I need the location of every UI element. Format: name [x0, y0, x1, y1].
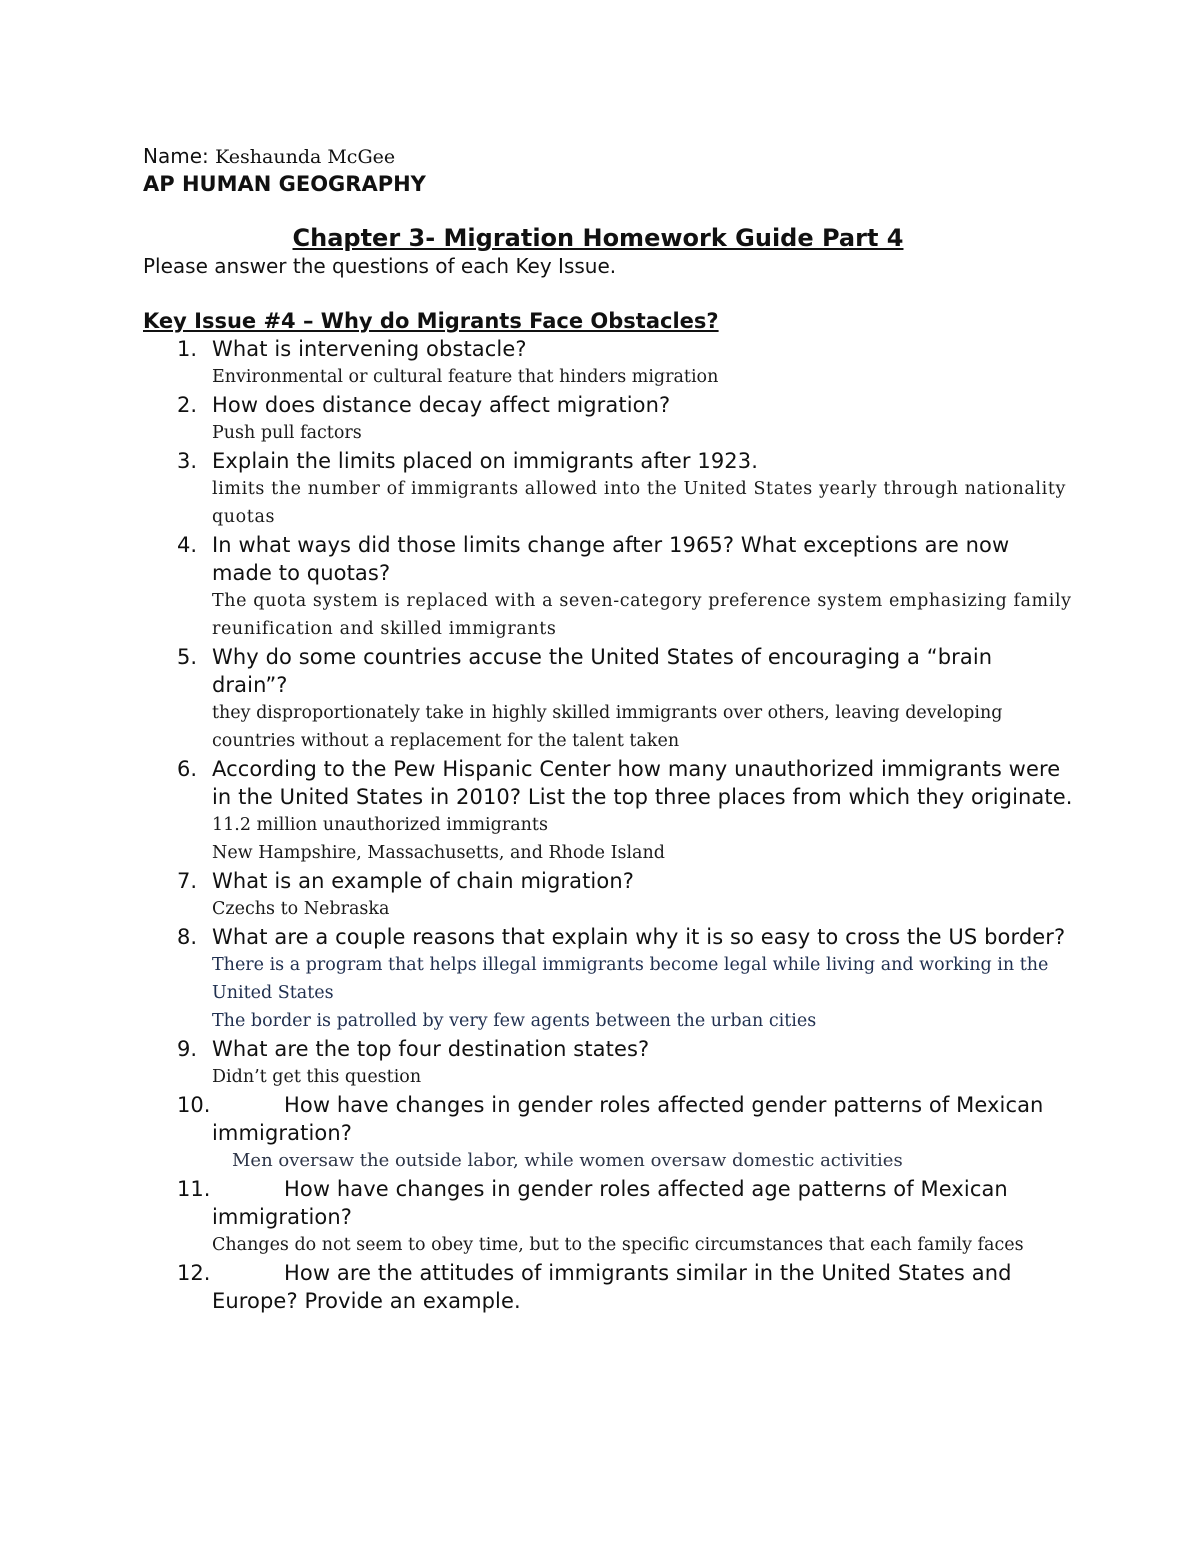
student-name: Keshaunda McGee	[215, 146, 396, 168]
question-item	[143, 1259, 1073, 1315]
question-item	[143, 335, 1073, 391]
key-issue-heading: Key Issue #4 – Why do Migrants Face Obstacles?	[143, 309, 719, 333]
question-number: 8.	[177, 925, 198, 949]
answer-text: New Hampshire, Massachusetts, and Rhode Island	[212, 843, 665, 863]
question-item	[143, 1091, 1073, 1175]
question-text: How are the attitudes of immigrants similar in the United States and Europe? Provide an example.	[212, 1261, 1012, 1313]
question-number: 6.	[177, 757, 198, 781]
question-number: 4.	[177, 533, 198, 557]
question-item	[143, 643, 1073, 755]
page-title: Chapter 3- Migration Homework Guide Part 4	[292, 224, 904, 252]
question-item	[143, 447, 1073, 531]
question-item	[143, 923, 1073, 1035]
question-text: Explain the limits placed on immigrants after 1923.	[212, 449, 758, 473]
question-number: 11.	[177, 1177, 211, 1201]
answer-text: limits the number of immigrants allowed into the United States yearly through nationality quotas	[212, 479, 1066, 527]
question-text: According to the Pew Hispanic Center how many unauthorized immigrants were in the United States in 2010? List the top three places from which they originate.	[212, 757, 1073, 809]
question-item	[143, 755, 1073, 867]
answer-text: Didn’t get this question	[212, 1067, 422, 1087]
answer-text: they disproportionately take in highly skilled immigrants over others, leaving developing countries without a replacement for the talent taken	[212, 703, 1003, 751]
question-text: What are a couple reasons that explain why it is so easy to cross the US border?	[212, 925, 1066, 949]
answer-text: Push pull factors	[212, 423, 362, 443]
instructions: Please answer the questions of each Key Issue.	[143, 254, 617, 278]
question-item	[143, 391, 1073, 447]
question-text: What is an example of chain migration?	[212, 869, 634, 893]
question-number: 1.	[177, 337, 198, 361]
question-item	[143, 1035, 1073, 1091]
answer-text: Czechs to Nebraska	[212, 899, 390, 919]
question-text: How does distance decay affect migration?	[212, 393, 671, 417]
question-item	[143, 867, 1073, 923]
answer-text: 11.2 million unauthorized immigrants	[212, 815, 548, 835]
question-number: 9.	[177, 1037, 198, 1061]
question-list	[143, 335, 1073, 1315]
question-item	[143, 1175, 1073, 1259]
name-line	[143, 143, 1073, 170]
question-number: 12.	[177, 1261, 211, 1285]
question-number: 7.	[177, 869, 198, 893]
question-number: 2.	[177, 393, 198, 417]
question-text: What is intervening obstacle?	[212, 337, 527, 361]
document-page	[143, 143, 1073, 1315]
answer-text: Men oversaw the outside labor, while women oversaw domestic activities	[232, 1150, 903, 1171]
answer-text: Changes do not seem to obey time, but to the specific circumstances that each family faces	[212, 1235, 1024, 1255]
answer-text: Environmental or cultural feature that hinders migration	[212, 367, 719, 387]
question-text: Why do some countries accuse the United States of encouraging a “brain drain”?	[212, 645, 993, 697]
question-number: 5.	[177, 645, 198, 669]
question-number: 10.	[177, 1093, 211, 1117]
question-text: How have changes in gender roles affected gender patterns of Mexican immigration?	[212, 1093, 1044, 1145]
answer-text: The border is patrolled by very few agents between the urban cities	[212, 1011, 817, 1031]
question-text: What are the top four destination states?	[212, 1037, 650, 1061]
course-title: AP HUMAN GEOGRAPHY	[143, 172, 426, 196]
answer-text: The quota system is replaced with a seven-category preference system emphasizing family reunification and skilled immigrants	[212, 591, 1072, 639]
question-text: In what ways did those limits change after 1965? What exceptions are now made to quotas?	[212, 533, 1010, 585]
question-number: 3.	[177, 449, 198, 473]
question-text: How have changes in gender roles affected age patterns of Mexican immigration?	[212, 1177, 1008, 1229]
question-item	[143, 531, 1073, 643]
name-label: Name:	[143, 144, 209, 168]
answer-text: There is a program that helps illegal immigrants become legal while living and working in the United States	[212, 955, 1049, 1003]
